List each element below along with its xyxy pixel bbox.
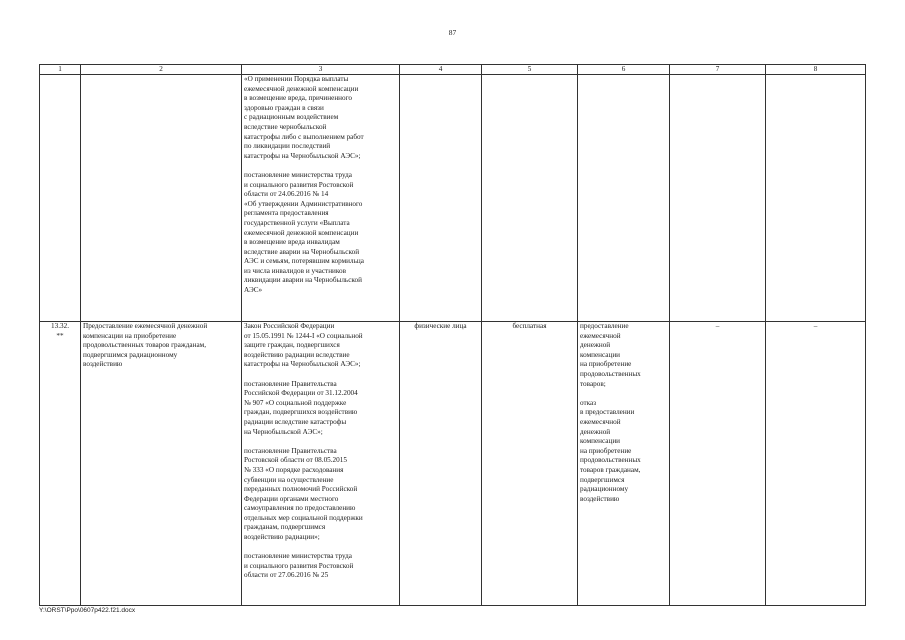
col8-cell: [766, 75, 866, 322]
col8-cell: –: [766, 322, 866, 606]
row-number-cell: [40, 75, 81, 322]
table-header-row: [40, 65, 866, 75]
header-cell: 5: [482, 65, 578, 75]
header-cell: 1: [40, 65, 81, 75]
payment-cell: [482, 75, 578, 322]
header-cell: 6: [578, 65, 670, 75]
header-cell: 2: [81, 65, 242, 75]
payment-cell: бесплатная: [482, 322, 578, 606]
header-cell: 4: [400, 65, 482, 75]
services-table: [39, 64, 866, 606]
col7-cell: –: [670, 322, 766, 606]
result-cell: [578, 75, 670, 322]
page-number: 87: [448, 28, 457, 37]
file-path-footer: Y:\ORST\Ppo\0607p422.f21.docx: [39, 607, 136, 614]
legal-basis-cell: «О применении Порядка выплаты ежемесячной денежной компенсации в возмещение вреда, причиненного здоровью граждан в связи с радиационным воздействием вследствие чернобыльской катастрофы либо с выполнением работ по ликвидации последствий катастрофы на Чернобыльской АЭС»; постановление министерства труда и социального развития Ростовской области от 24.06.2016 № 14 «Об утверждении Административного регламента предоставления государственной услуги «Выплата ежемесячной денежной компенсации в возмещение вреда инвалидам вследствие аварии на Чернобыльской АЭС и семьям, потерявшим кормильца из числа инвалидов и участников ликвидации аварии на Чернобыльской АЭС»: [242, 75, 400, 322]
result-cell: предоставление ежемесячной денежной компенсации на приобретение продовольственных товаров; отказ в предоставлении ежемесячной денежной компенсации на приобретение продовольственных товаров гражданам, подвергшимся радиационному воздействию: [578, 322, 670, 606]
table-row: [40, 75, 866, 322]
header-cell: 7: [670, 65, 766, 75]
header-cell: 3: [242, 65, 400, 75]
table-row: [40, 322, 866, 606]
legal-basis-cell: Закон Российской Федерации от 15.05.1991 № 1244-I «О социальной защите граждан, подвергшихся воздействию радиации вследствие катастрофы на Чернобыльской АЭС»; постановление Правительства Российской Федерации от 31.12.2004 № 907 «О социальной поддержке граждан, подвергшихся воздействию радиации вследствие катастрофы на Чернобыльской АЭС»; постановление Правительства Ростовской области от 08.05.2015 № 333 «О порядке расходования субвенции на осуществление переданных полномочий Российской Федерации органами местного самоуправления по предоставлению отдельных мер социальной поддержки гражданам, подвергшимся воздействию радиации»; постановление министерства труда и социального развития Ростовской области от 27.06.2016 № 25: [242, 322, 400, 606]
service-name-cell: [81, 75, 242, 322]
recipients-cell: физические лица: [400, 322, 482, 606]
header-cell: 8: [766, 65, 866, 75]
col7-cell: [670, 75, 766, 322]
service-name-cell: Предоставление ежемесячной денежной компенсации на приобретение продовольственных товаров гражданам, подвергшимся радиационному воздействию: [81, 322, 242, 606]
recipients-cell: [400, 75, 482, 322]
row-number-cell: 13.32. **: [40, 322, 81, 606]
